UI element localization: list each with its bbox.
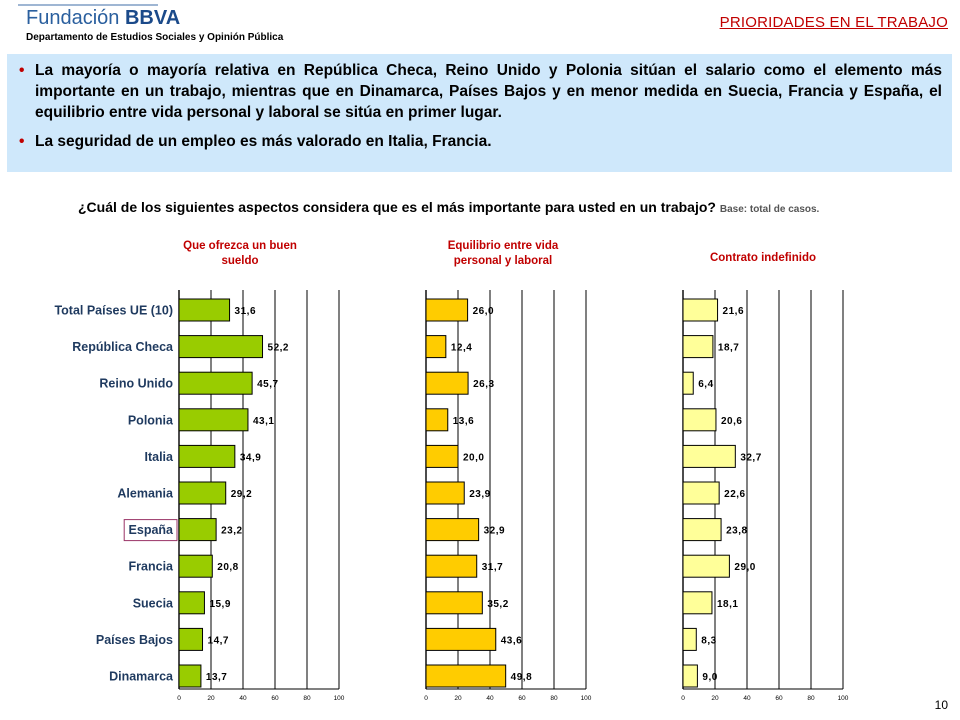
bar xyxy=(179,628,203,650)
tick-label: 40 xyxy=(239,695,247,702)
bar xyxy=(683,519,721,541)
data-label: 32,7 xyxy=(740,452,762,464)
category-label: Dinamarca xyxy=(109,669,173,684)
tick-label: 20 xyxy=(454,695,462,702)
data-label: 20,6 xyxy=(720,415,743,427)
bar xyxy=(426,519,479,541)
tick-label: 80 xyxy=(303,695,311,702)
data-label: 23,2 xyxy=(221,525,243,537)
tick-label: 60 xyxy=(775,695,783,702)
data-label: 23,9 xyxy=(469,489,491,500)
data-label: 14,7 xyxy=(207,635,229,647)
tick-label: 100 xyxy=(333,695,345,702)
category-label: España xyxy=(128,523,173,538)
tick-label: 100 xyxy=(580,695,592,702)
bar xyxy=(426,592,482,614)
bar xyxy=(426,372,468,394)
tick-label: 100 xyxy=(837,695,849,702)
bar xyxy=(179,372,252,394)
tick-label: 40 xyxy=(743,695,751,702)
data-label: 29,0 xyxy=(734,562,756,574)
logo-prefix: Fundación xyxy=(26,7,120,29)
bar xyxy=(683,592,712,614)
bar xyxy=(426,555,477,577)
bar xyxy=(683,482,719,504)
bar xyxy=(426,299,468,321)
data-label: 13,6 xyxy=(452,415,475,427)
bar xyxy=(426,628,496,650)
bar xyxy=(426,409,448,431)
bar xyxy=(179,409,248,431)
tick-label: 60 xyxy=(271,695,279,702)
category-label: Reino Unido xyxy=(99,376,173,391)
bar xyxy=(683,299,718,321)
bar xyxy=(179,665,201,687)
series-title: personal y laboral xyxy=(453,255,553,267)
data-label: 34,9 xyxy=(239,452,262,464)
category-label: Francia xyxy=(128,559,173,574)
category-label: Alemania xyxy=(117,486,173,501)
bar xyxy=(179,519,216,541)
bar xyxy=(179,592,204,614)
data-label: 35,2 xyxy=(487,598,509,610)
data-label: 9,0 xyxy=(702,672,718,683)
data-label: 20,8 xyxy=(217,562,239,574)
bar xyxy=(179,555,212,577)
data-label: 18,1 xyxy=(716,598,739,610)
data-label: 49,8 xyxy=(510,672,533,683)
bar xyxy=(179,336,263,358)
bar xyxy=(426,665,506,687)
data-label: 13,7 xyxy=(205,672,228,683)
bar xyxy=(683,665,697,687)
page-title: PRIORIDADES EN EL TRABAJO xyxy=(719,14,948,31)
department-name: Departamento de Estudios Sociales y Opinión Pública xyxy=(26,32,284,43)
data-label: 21,6 xyxy=(722,306,745,317)
bar xyxy=(683,445,735,467)
category-label: República Checa xyxy=(72,340,173,355)
data-label: 20,0 xyxy=(463,452,485,464)
bar xyxy=(683,372,693,394)
tick-label: 80 xyxy=(807,695,815,702)
data-label: 45,7 xyxy=(257,379,279,391)
data-label: 29,2 xyxy=(230,489,253,500)
tick-label: 0 xyxy=(424,695,428,702)
bar xyxy=(683,628,696,650)
data-label: 6,4 xyxy=(698,379,714,391)
category-label: Total Países UE (10) xyxy=(54,303,173,318)
category-label: Polonia xyxy=(127,413,173,428)
logo-brand: BBVA xyxy=(124,7,181,29)
data-label: 31,6 xyxy=(234,306,257,317)
series-title: sueldo xyxy=(221,255,259,267)
tick-label: 80 xyxy=(550,695,558,702)
data-label: 18,7 xyxy=(717,342,740,354)
question-text: ¿Cuál de los siguientes aspectos considera que es el más importante para usted en un trabajo? xyxy=(78,199,716,215)
tick-label: 20 xyxy=(207,695,215,702)
bar xyxy=(683,336,713,358)
bar xyxy=(426,445,458,467)
data-label: 43,1 xyxy=(252,415,275,427)
data-label: 52,2 xyxy=(267,342,289,354)
data-label: 12,4 xyxy=(450,342,473,354)
tick-label: 0 xyxy=(681,695,685,702)
data-label: 32,9 xyxy=(483,525,506,537)
data-label: 15,9 xyxy=(209,598,231,610)
bar xyxy=(426,482,464,504)
summary-bullet: • La seguridad de un empleo es más valorado en Italia, Francia. xyxy=(19,131,942,152)
category-label: Italia xyxy=(144,449,173,464)
bar xyxy=(426,336,446,358)
tick-label: 60 xyxy=(518,695,526,702)
data-label: 8,3 xyxy=(701,635,717,647)
summary-bullet: • La mayoría o mayoría relativa en República Checa, Reino Unido y Polonia sitúan el salario como el elemento más importante en un trabajo, mientras que en Dinamarca, Países Bajos y en menor medida en Suecia, Francia y España, el equilibrio entre vida personal y laboral se sitúa en primer lugar. xyxy=(19,60,942,123)
series-title: Contrato indefinido xyxy=(709,252,817,264)
category-label: Suecia xyxy=(132,596,173,611)
data-label: 31,7 xyxy=(481,562,504,574)
bar xyxy=(179,299,230,321)
bar xyxy=(179,482,226,504)
bar xyxy=(683,409,716,431)
data-label: 43,6 xyxy=(500,635,523,647)
series-title: Equilibrio entre vida xyxy=(447,240,559,252)
data-label: 23,8 xyxy=(726,525,748,537)
data-label: 22,6 xyxy=(724,489,746,500)
tick-label: 20 xyxy=(711,695,719,702)
tick-label: 40 xyxy=(486,695,494,702)
tick-label: 0 xyxy=(177,695,181,702)
data-label: 26,3 xyxy=(473,379,495,391)
page-number: 10 xyxy=(934,698,948,712)
bar xyxy=(683,555,729,577)
series-title: Que ofrezca un buen xyxy=(183,240,297,252)
category-label: Países Bajos xyxy=(95,632,173,647)
question-base: Base: total de casos. xyxy=(719,204,820,215)
bar xyxy=(179,445,235,467)
data-label: 26,0 xyxy=(472,306,495,317)
